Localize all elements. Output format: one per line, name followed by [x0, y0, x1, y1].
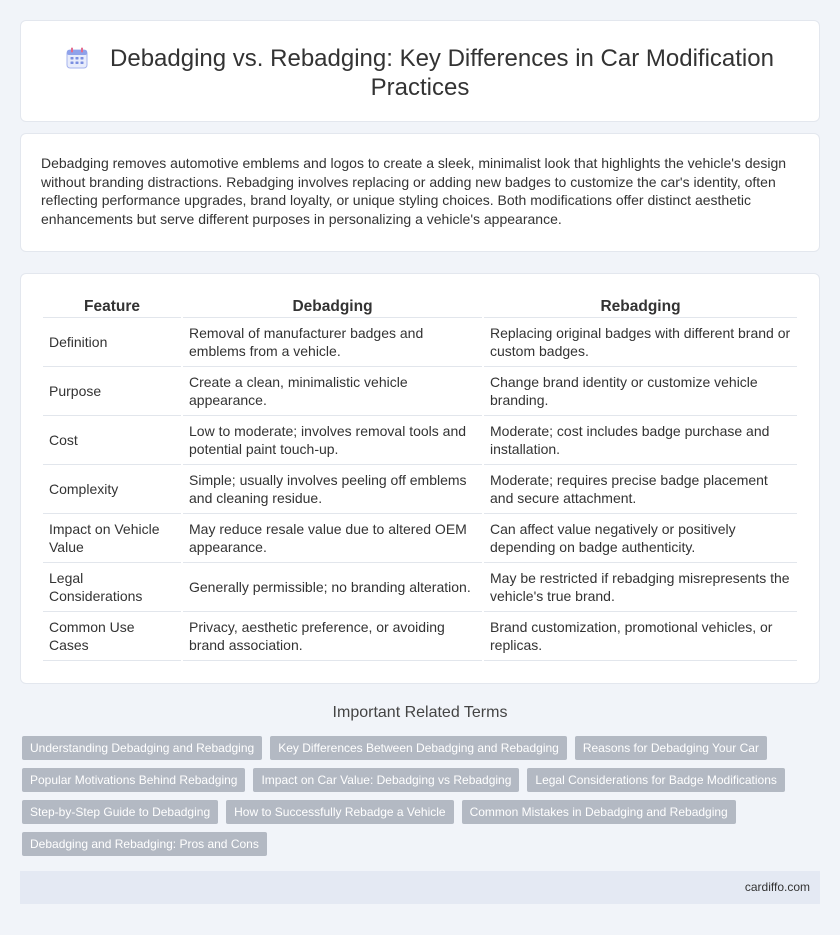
- table-row: [43, 612, 797, 661]
- comparison-table-card: [20, 273, 820, 684]
- debadging-cell: Create a clean, minimalistic vehicle appearance.: [183, 367, 482, 416]
- rebadging-cell: Replacing original badges with different brand or custom badges.: [484, 318, 797, 367]
- feature-cell: Cost: [43, 416, 181, 465]
- related-term-tag[interactable]: Debadging and Rebadging: Pros and Cons: [22, 832, 267, 856]
- rebadging-cell: Change brand identity or customize vehicle branding.: [484, 367, 797, 416]
- related-term-tag[interactable]: Common Mistakes in Debadging and Rebadging: [462, 800, 736, 824]
- comparison-table: [41, 297, 799, 661]
- feature-cell: Impact on Vehicle Value: [43, 514, 181, 563]
- rebadging-cell: May be restricted if rebadging misrepresents the vehicle's true brand.: [484, 563, 797, 612]
- intro-paragraph: Debadging removes automotive emblems and logos to create a sleek, minimalist look that highlights the vehicle's design without branding distractions. Rebadging involves replacing or adding new badges to customize the car's identity, often reflecting performance upgrades, brand loyalty, or unique styling choices. Both modifications offer distinct aesthetic enhancements but serve different purposes in personalizing a vehicle's appearance.: [41, 155, 787, 227]
- feature-cell: Common Use Cases: [43, 612, 181, 661]
- table-row: [43, 367, 797, 416]
- footer-bar: [20, 871, 820, 904]
- feature-cell: Complexity: [43, 465, 181, 514]
- related-term-tag[interactable]: Step-by-Step Guide to Debadging: [22, 800, 218, 824]
- debadging-cell: Low to moderate; involves removal tools and potential paint touch-up.: [183, 416, 482, 465]
- calendar-icon: [66, 47, 88, 69]
- debadging-cell: May reduce resale value due to altered OEM appearance.: [183, 514, 482, 563]
- related-term-tag[interactable]: Legal Considerations for Badge Modifications: [527, 768, 784, 792]
- header-card: [20, 20, 820, 122]
- rebadging-cell: Can affect value negatively or positively depending on badge authenticity.: [484, 514, 797, 563]
- related-terms-heading: Important Related Terms: [332, 704, 508, 721]
- table-row: [43, 514, 797, 563]
- related-terms-list: [22, 736, 818, 856]
- related-term-tag[interactable]: Reasons for Debadging Your Car: [575, 736, 767, 760]
- table-header-row: [43, 297, 797, 318]
- rebadging-cell: Moderate; requires precise badge placement and secure attachment.: [484, 465, 797, 514]
- table-row: [43, 318, 797, 367]
- feature-cell: Purpose: [43, 367, 181, 416]
- rebadging-cell: Brand customization, promotional vehicles, or replicas.: [484, 612, 797, 661]
- footer-site-link[interactable]: cardiffo.com: [744, 880, 810, 894]
- header-feature: Feature: [43, 297, 181, 318]
- intro-card: [20, 133, 820, 252]
- debadging-cell: Privacy, aesthetic preference, or avoiding brand association.: [183, 612, 482, 661]
- rebadging-cell: Moderate; cost includes badge purchase and installation.: [484, 416, 797, 465]
- related-term-tag[interactable]: Impact on Car Value: Debadging vs Rebadging: [253, 768, 519, 792]
- debadging-cell: Simple; usually involves peeling off emblems and cleaning residue.: [183, 465, 482, 514]
- header-rebadging: Rebadging: [484, 297, 797, 318]
- page-title: Debadging vs. Rebadging: Key Differences in Car Modification Practices: [110, 45, 774, 101]
- related-term-tag[interactable]: Understanding Debadging and Rebadging: [22, 736, 262, 760]
- table-row: [43, 416, 797, 465]
- feature-cell: Definition: [43, 318, 181, 367]
- related-term-tag[interactable]: Key Differences Between Debadging and Rebadging: [270, 736, 567, 760]
- page-title-wrap: [61, 44, 779, 102]
- related-term-tag[interactable]: Popular Motivations Behind Rebadging: [22, 768, 245, 792]
- table-row: [43, 563, 797, 612]
- debadging-cell: Generally permissible; no branding alteration.: [183, 563, 482, 612]
- feature-cell: Legal Considerations: [43, 563, 181, 612]
- table-row: [43, 465, 797, 514]
- header-debadging: Debadging: [183, 297, 482, 318]
- debadging-cell: Removal of manufacturer badges and emblems from a vehicle.: [183, 318, 482, 367]
- related-term-tag[interactable]: How to Successfully Rebadge a Vehicle: [226, 800, 453, 824]
